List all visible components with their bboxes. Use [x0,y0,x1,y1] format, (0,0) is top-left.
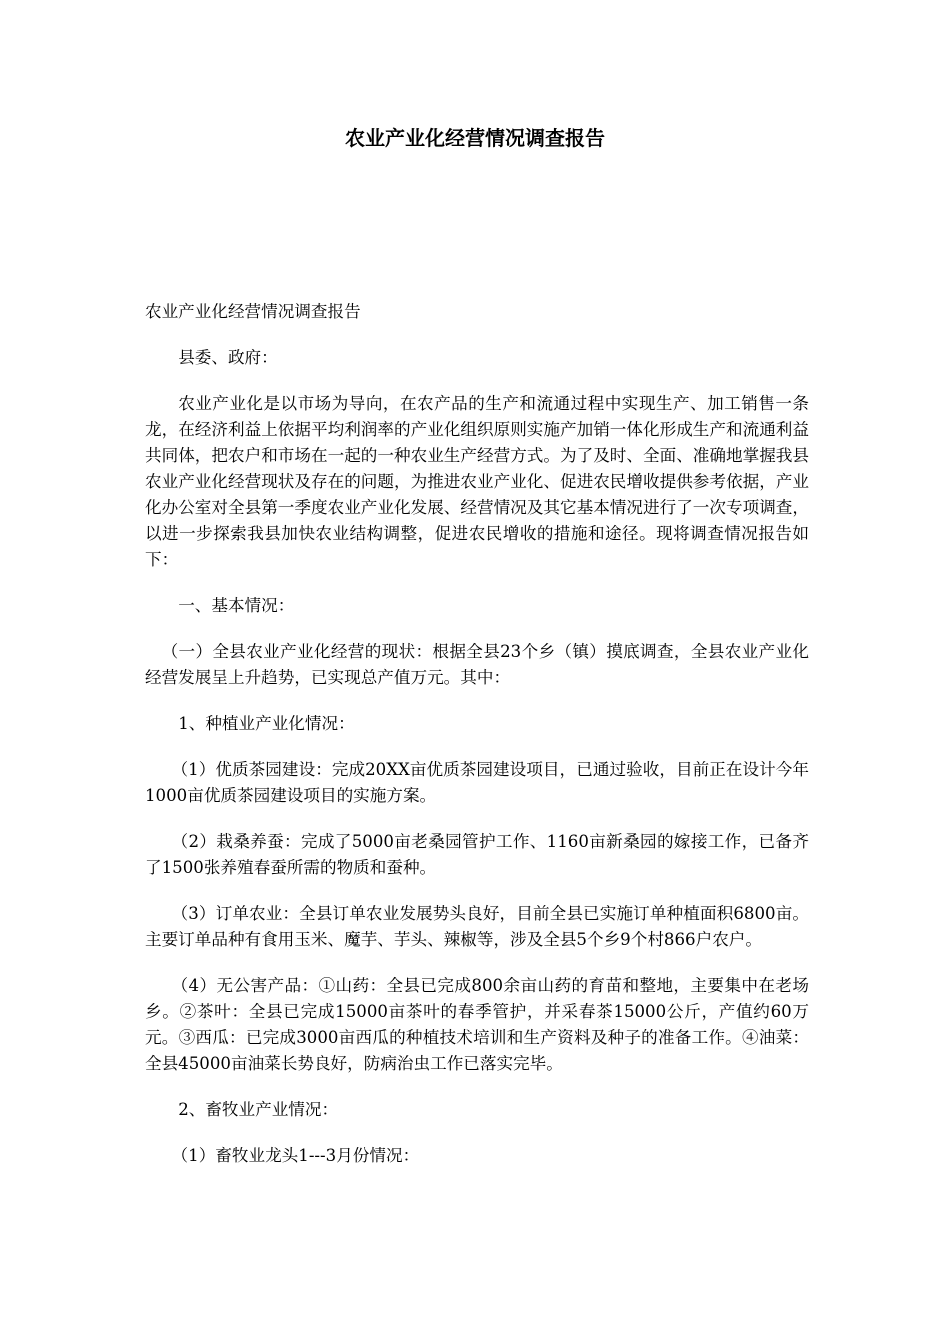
paragraph-livestock-leaders: （1）畜牧业龙头1---3月份情况： [171,1146,420,1165]
salutation: 县委、政府： [178,348,278,367]
paragraph-tea-garden: （1）优质茶园建设：完成20XX亩优质茶园建设项目，已通过验收，目前正在设计今年1000亩优质茶园建设项目的实施方案。 [145,760,809,805]
document-subtitle: 农业产业化经营情况调查报告 [145,302,361,321]
section-heading-basic: 一、基本情况： [178,596,295,615]
intro-paragraph: 农业产业化是以市场为导向，在农产品的生产和流通过程中实现生产、加工销售一条龙，在经济利益上依据平均利润率的产业化组织原则实施产加销一体化形成生产和流通利益共同体，把农户和市场在一起的一种农业生产经营方式。为了及时、全面、准确地掌握我县农业产业化经营现状及存在的问题，为推进农业产业化、促进农民增收提供参考依据，产业化办公室对全县第一季度农业产业化发展、经营情况及其它基本情况进行了一次专项调查，以进一步探索我县加快农业结构调整，促进农民增收的措施和途径。现将调查情况报告如下： [145,394,809,569]
subsection-heading-livestock: 2、畜牧业产业情况： [178,1100,339,1119]
document-title: 农业产业化经营情况调查报告 [345,126,605,150]
subsection-heading-planting: 1、种植业产业化情况： [178,714,355,733]
paragraph-order-farming: （3）订单农业：全县订单农业发展势头良好，目前全县已实施订单种植面积6800亩。主要订单品种有食用玉米、魔芋、芋头、辣椒等，涉及全县5个乡9个村866户农户。 [145,904,809,949]
document-body [145,299,809,1189]
section-paragraph-status: （一）全县农业产业化经营的现状：根据全县23个乡（镇）摸底调查，全县农业产业化经营发展呈上升趋势，已实现总产值万元。其中： [145,642,809,687]
paragraph-sericulture: （2）栽桑养蚕：完成了5000亩老桑园管护工作、1160亩新桑园的嫁接工作，已备齐了1500张养殖春蚕所需的物质和蚕种。 [145,832,809,877]
paragraph-pollution-free: （4）无公害产品：①山药：全县已完成800余亩山药的育苗和整地，主要集中在老场乡。②茶叶：全县已完成15000亩茶叶的春季管护，并采春茶15000公斤，产值约60万元。③西瓜：已完成3000亩西瓜的种植技术培训和生产资料及种子的准备工作。④油菜：全县45000亩油菜长势良好，防病治虫工作已落实完毕。 [145,976,809,1073]
